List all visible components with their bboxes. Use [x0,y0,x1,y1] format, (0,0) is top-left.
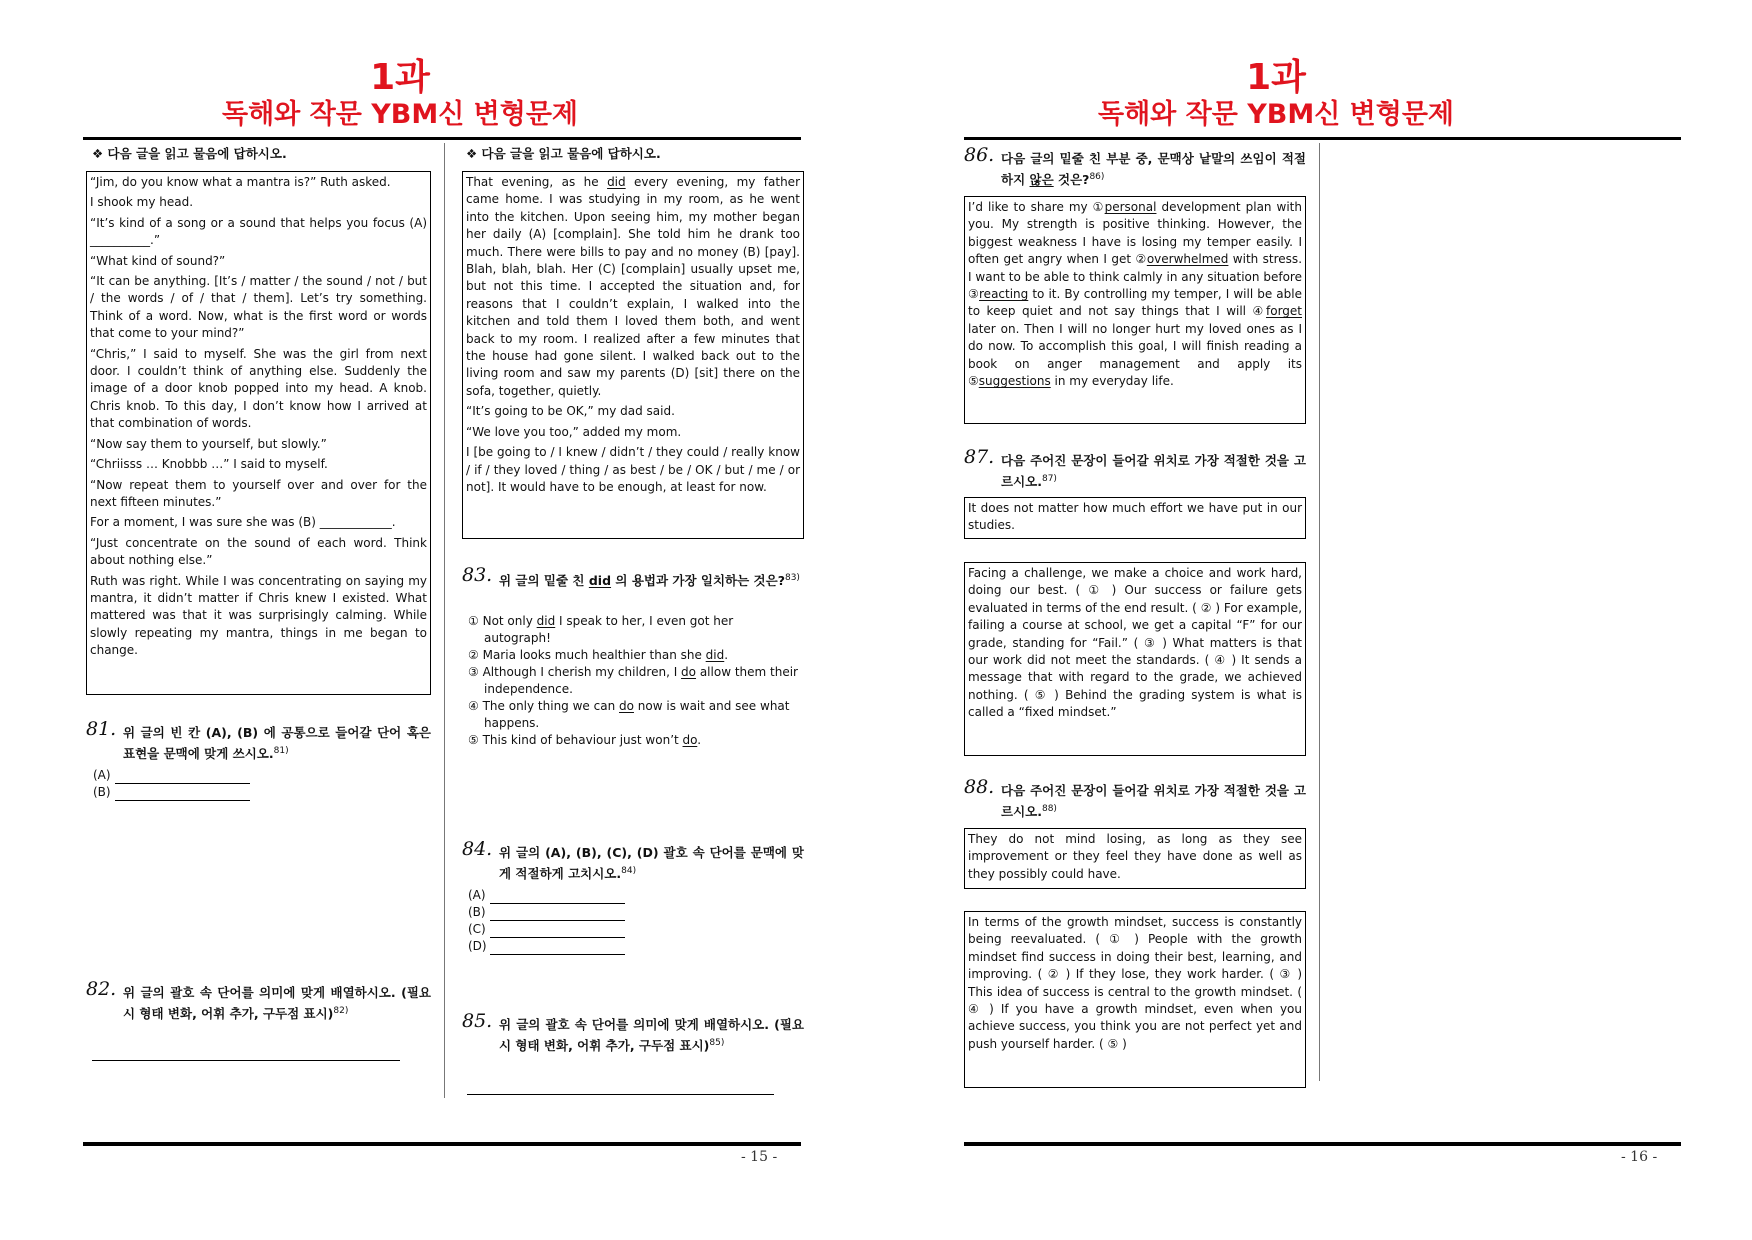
passage-1-para: “What kind of sound?” [90,253,226,268]
footnote-ref: 84) [621,866,637,876]
footer-rule [83,1142,801,1146]
options-83 [468,613,802,749]
passage-2-para: “It’s going to be OK,” my dad said. [466,404,675,419]
passage-87-position-marker: ④ [1214,653,1227,668]
instruction-1: ❖ 다음 글을 읽고 물음에 답하시오. [92,146,287,161]
passage-88-box [964,911,1306,1088]
answer-line-82[interactable] [92,1060,400,1061]
question-86 [964,144,1306,189]
option-4[interactable]: ④ The only thing we can do now is wait and see what happens. [468,699,790,730]
answer-blank-a[interactable] [115,770,250,784]
footnote-ref: 87) [1041,474,1057,484]
passage-88-position-marker: ⑤ [1107,1036,1119,1051]
answer-lines-84 [468,887,625,955]
question-number: 88. [964,776,995,798]
passage-88-position-marker: ② [1047,967,1061,982]
passage-86-text: I’d like to share my [968,200,1093,214]
answer-blank-b[interactable] [115,787,250,801]
passage-86-text: with stress. I want to be able to think calmly in any situation before [968,252,1303,284]
footnote-ref: 86) [1089,172,1105,182]
question-85 [462,1010,804,1055]
passage-86-underlined-word: overwhelmed [1146,252,1229,267]
passage-87-text: Facing a challenge, we make a choice and work hard, doing our best. ( [968,566,1302,598]
answer-blank-a[interactable] [490,890,625,904]
underlined-did: did [607,175,626,189]
question-text: 위 글의 밑줄 친 [499,573,589,589]
passage-1-para: “It can be anything. [It’s / matter / the sound / not / but / the words / of / that / them]. Let’s try something. Think of a word. Now, what is the first word or words that come to your mind?” [90,274,427,341]
answer-blank-c[interactable] [490,924,625,938]
question-83 [462,564,804,590]
answer-lines-81 [93,767,250,801]
passage-86-underlined-word: suggestions [978,374,1051,389]
answer-blank-d[interactable] [490,941,625,955]
passage-86-position-marker: ② [1135,252,1147,267]
page-title-subject: 독해와 작문 YBM신 변형문제 [221,99,579,130]
page-number: - 16 - [1621,1149,1658,1165]
question-text: 위 글의 괄호 속 단어를 의미에 맞게 배열하시오. (필요시 형태 변화, 어휘 추가, 구두점 표시) [123,985,431,1022]
passage-87-text: ) For example, failing a course at school, we get a capital “F” for our grade, standing for “Fail.” ( [968,600,1303,650]
passage-87-position-marker: ① [1088,583,1104,598]
passage-86-position-marker: ④ [1252,304,1266,319]
answer-label: (A) [468,888,486,902]
question-number: 83. [462,564,493,586]
column-divider [444,143,445,1098]
question-81 [86,718,431,763]
question-number: 85. [462,1010,493,1032]
question-number: 82. [86,978,117,1000]
page-number: - 15 - [741,1149,778,1165]
question-text: 다음 글의 밑줄 친 부분 중, 문맥상 낱말의 쓰임이 적절하지 [1001,151,1306,188]
page-16 [876,0,1752,1240]
passage-87-position-marker: ⑤ [1034,687,1048,702]
passage-86-underlined-word: forget [1266,304,1302,319]
passage-86-position-marker: ① [1092,200,1105,214]
passage-1-para: I shook my head. [90,195,194,210]
question-82 [86,978,431,1023]
question-text: 다음 주어진 문장이 들어갈 위치로 가장 적절한 것을 고르시오. [1001,453,1306,490]
question-text: 위 글의 (A), (B), (C), (D) 괄호 속 단어를 문맥에 맞게 적절하게 고치시오. [499,845,804,882]
passage-2-para: “We love you too,” added my mom. [466,424,682,439]
passage-88-position-marker: ① [1109,932,1126,947]
underlined-did: did [588,573,612,589]
question-text: 다음 주어진 문장이 들어갈 위치로 가장 적절한 것을 고르시오. [1001,783,1306,820]
question-number: 87. [964,446,995,468]
question-text: 것은? [1053,172,1090,188]
passage-86-text: development plan with you. My strength is positive thinking. However, the biggest weakness I have is losing my temper easily. I often get angry when I get [968,200,1302,267]
answer-label: (B) [468,905,486,919]
question-text: 의 용법과 가장 일치하는 것은? [611,573,785,589]
footnote-ref: 83) [784,573,800,583]
passage-1-para: “Chriisss … Knobbb …” I said to myself. [90,457,328,472]
passage-87-text: ) It sends a message that with regard to the grade, we achieved nothing. ( [968,653,1302,702]
given-sentence-88: They do not mind losing, as long as they see improvement or they feel they have done as well as they possibly could have. [964,828,1306,889]
option-2[interactable]: ② Maria looks much healthier than she did. [468,648,729,662]
passage-88-position-marker: ③ [1279,967,1292,982]
question-87 [964,446,1306,491]
answer-label: (A) [93,768,111,782]
question-text: 위 글의 빈 칸 (A), (B) 에 공통으로 들어갈 단어 혹은 표현을 문맥에 맞게 쓰시오. [123,725,431,762]
passage-1-para: For a moment, I was sure she was (B) ____________. [90,515,396,530]
passage-2-para: I [be going to / I knew / didn’t / they could / really know / if / they loved / thing / as best / be / OK / but / me / or not]. It would have to be enough, at least for now. [466,445,800,494]
passage-87-position-marker: ② [1200,600,1212,615]
question-84 [462,838,804,883]
option-3[interactable]: ③ Although I cherish my children, I do allow them their independence. [468,665,798,696]
answer-label: (D) [468,939,487,953]
page-title-lesson: 1과 [1246,57,1306,98]
question-88 [964,776,1306,821]
passage-86-text: to it. By controlling my temper, I will be able to keep quiet and not say things that I will [968,287,1302,319]
passage-88-text: In terms of the growth mindset, success is constantly being reevaluated. ( [968,915,1302,947]
option-5[interactable]: ⑤ This kind of behaviour just won’t do. [468,733,702,747]
passage-87-text: ) Our success or failure gets evaluated in terms of the end result. ( [968,583,1302,615]
passage-88-text: ) If they lose, they work harder. ( [1060,967,1280,982]
passage-86-position-marker: ③ [968,287,980,302]
passage-87-text: ) What matters is that our work did not meet the standards. ( [968,635,1303,668]
footnote-ref: 85) [709,1038,725,1048]
answer-line-85[interactable] [467,1094,774,1095]
passage-88-text: ) If you have a growth mindset, even when you achieve success, you think you are not perfect yet and push yourself harder. ( [968,1002,1302,1051]
passage-2-text: That evening, as he [466,175,608,189]
passage-88-text: ) This idea of success is central to the growth mindset. ( [968,967,1303,999]
passage-1-para: “Chris,” I said to myself. She was the girl from next door. I couldn’t think of anything else. Suddenly the image of a door knob popped into my head. A knob. Chris knob. To this day, I don’t know how I arrived at that combination of words. [90,346,427,431]
answer-label: (C) [468,922,486,936]
passage-2-text: every evening, my father came home. I was studying in my room, as he went into the kitchen. Upon seeing him, my mother began her daily (A) [complain]. She told him he drank too much. There were bills to pay and no money (B) [pay]. Blah, blah, blah. Her (C) [complain] usually upset me, but not this time. I accepted the situation and, for reasons that I couldn’t explain, I walked into the kitchen and told them I loved them both, and went back to my room. I realized after a few minutes that the house had gone silent. I walked back out to the living room and saw my parents (D) [sit] there on the sofa, together, quietly. [466,175,800,398]
passage-1-para: “Just concentrate on the sound of each word. Think about nothing else.” [90,535,427,568]
passage-87-position-marker: ③ [1143,635,1157,650]
passage-87-box [964,562,1306,756]
answer-blank-b[interactable] [490,907,625,921]
passage-1-para: “Jim, do you know what a mantra is?” Ruth asked. [90,175,391,189]
page-title-lesson: 1과 [370,57,430,98]
question-number: 84. [462,838,493,860]
passage-1-para: Ruth was right. While I was concentrating on saying my mantra, it didn’t matter if Chris knew I existed. What mattered was that it was surprisingly calming. While slowly repeating my mantra, things in me began to change. [90,573,427,658]
passage-1-para: “It’s kind of a song or a sound that helps you focus (A) __________.” [90,215,427,248]
footnote-ref: 82) [333,1006,349,1016]
option-1[interactable]: ① Not only did I speak to her, I even got her autograph! [468,614,734,645]
question-number: 86. [964,144,995,166]
footnote-ref: 81) [273,746,289,756]
passage-86-position-marker: ⑤ [968,374,979,389]
passage-87-text: ) Behind the grading system is what is called a “fixed mindset.” [968,687,1302,720]
passage-1-box [86,171,431,695]
passage-86-underlined-word: reacting [979,287,1029,302]
passage-86-underlined-word: personal [1104,200,1157,214]
header-rule [83,137,801,140]
page-title-subject: 독해와 작문 YBM신 변형문제 [1097,99,1455,130]
question-emphasis: 않은 [1029,172,1054,188]
header-rule [964,137,1681,140]
passage-1-para: “Now say them to yourself, but slowly.” [90,436,327,451]
passage-2-box [462,171,804,539]
instruction-2: ❖ 다음 글을 읽고 물음에 답하시오. [466,146,661,161]
answer-label: (B) [93,785,111,799]
passage-88-text: ) [1118,1036,1127,1051]
question-number: 81. [86,718,117,740]
passage-86-text: in my everyday life. [1050,374,1174,389]
passage-86-box [964,196,1306,424]
column-divider [1319,143,1320,1081]
passage-88-text: ) People with the growth mindset find success in doing their best, learning, and improving. ( [968,932,1302,982]
footnote-ref: 88) [1041,804,1057,814]
passage-1-para: “Now repeat them to yourself over and over for the next fifteen minutes.” [90,477,427,509]
given-sentence-87: It does not matter how much effort we have put in our studies. [964,497,1306,539]
passage-86-text: later on. Then I will no longer hurt my loved ones as I do now. To accomplish this goal, I will finish reading a book on anger management and apply its [968,321,1302,371]
footer-rule [964,1142,1681,1146]
passage-88-position-marker: ④ [968,1002,983,1017]
question-text: 위 글의 괄호 속 단어를 의미에 맞게 배열하시오. (필요시 형태 변화, 어휘 추가, 구두점 표시) [499,1017,804,1054]
